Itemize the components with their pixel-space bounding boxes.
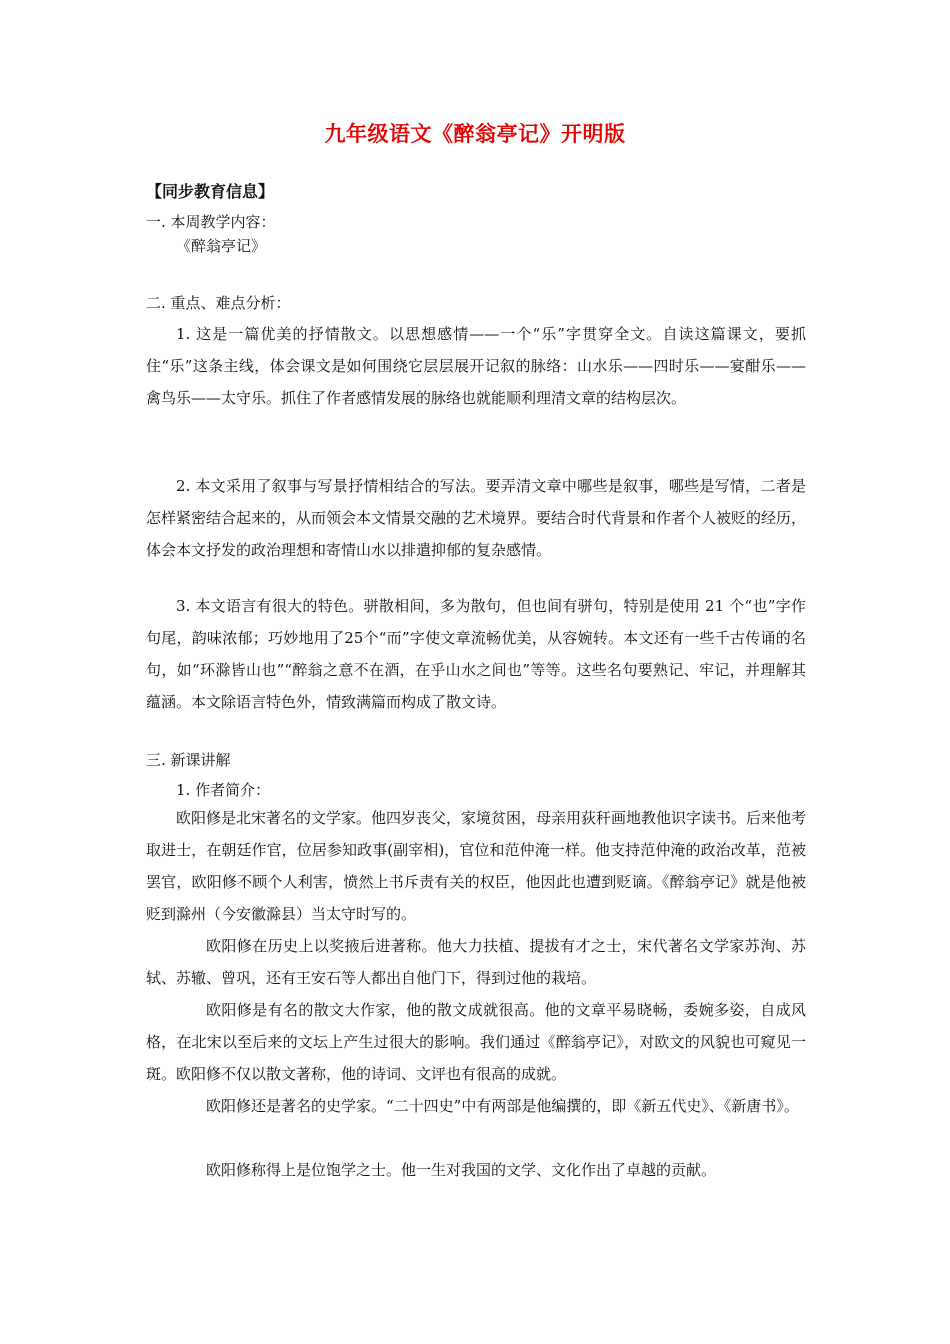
section-3-subheading: 1. 作者简介： [176, 781, 271, 799]
document-title: 九年级语文《醉翁亭记》开明版 [324, 122, 626, 146]
section-header: 【同步教育信息】 [146, 182, 275, 201]
author-intro-paragraph-2: 欧阳修在历史上以奖掖后进著称。他大力扶植、提拔有才之士，宋代著名文学家苏洵、苏轼、苏辙、曾巩，还有王安石等人都出自他门下，得到过他的栽培。 [146, 937, 806, 987]
section-3-heading: 三. 新课讲解 [146, 751, 231, 769]
author-intro-paragraph-4: 欧阳修还是著名的史学家。“二十四史”中有两部是他编撰的，即《新五代史》、《新唐书》。 [206, 1097, 799, 1115]
author-intro-paragraph-3: 欧阳修是有名的散文大作家，他的散文成就很高。他的文章平易晓畅，委婉多姿，自成风格，在北宋以至后来的文坛上产生过很大的影响。我们通过《醉翁亭记》，对欧文的风貌也可窥见一斑。欧阳修不仅以散文著称，他的诗词、文评也有很高的成就。 [146, 1001, 806, 1083]
section-1-heading: 一. 本周教学内容： [146, 213, 276, 231]
section-2-point-1: 1. 这是一篇优美的抒情散文。以思想感情——一个“乐”字贯穿全文。自读这篇课文，要抓住“乐”这条主线，体会课文是如何围绕它层层展开记叙的脉络：山水乐——四时乐——宴酣乐——禽鸟乐——太守乐。抓住了作者感情发展的脉络也就能顺利理清文章的结构层次。 [146, 325, 806, 407]
section-2-heading: 二. 重点、难点分析： [146, 294, 291, 312]
author-intro-paragraph-5: 欧阳修称得上是位饱学之士。他一生对我国的文学、文化作出了卓越的贡献。 [206, 1161, 717, 1179]
section-2-point-3: 3. 本文语言有很大的特色。骈散相间，多为散句，但也间有骈句，特别是使用 21 个“也”字作句尾，韵味浓郁；巧妙地用了25个“而”字使文章流畅优美，从容婉转。本文还有一些千古传诵的名句，如“环滁皆山也”“醉翁之意不在酒，在乎山水之间也”等等。这些名句要熟记、牢记，并理解其蕴涵。本文除语言特色外，情致满篇而构成了散文诗。 [146, 597, 806, 711]
author-intro-paragraph-1: 欧阳修是北宋著名的文学家。他四岁丧父，家境贫困，母亲用荻秆画地教他识字读书。后来他考取进士，在朝廷作官，位居参知政事(副宰相)，官位和范仲淹一样。他支持范仲淹的政治改革，范被罢官，欧阳修不顾个人利害，愤然上书斥责有关的权臣，他因此也遭到贬谪。《醉翁亭记》就是他被贬到滁州（今安徽滁县）当太守时写的。 [146, 809, 807, 923]
section-1-item: 《醉翁亭记》 [176, 237, 267, 255]
section-2-point-2: 2. 本文采用了叙事与写景抒情相结合的写法。要弄清文章中哪些是叙事，哪些是写情，二者是怎样紧密结合起来的，从而领会本文情景交融的艺术境界。要结合时代背景和作者个人被贬的经历，体会本文抒发的政治理想和寄情山水以排遣抑郁的复杂感情。 [146, 477, 807, 559]
